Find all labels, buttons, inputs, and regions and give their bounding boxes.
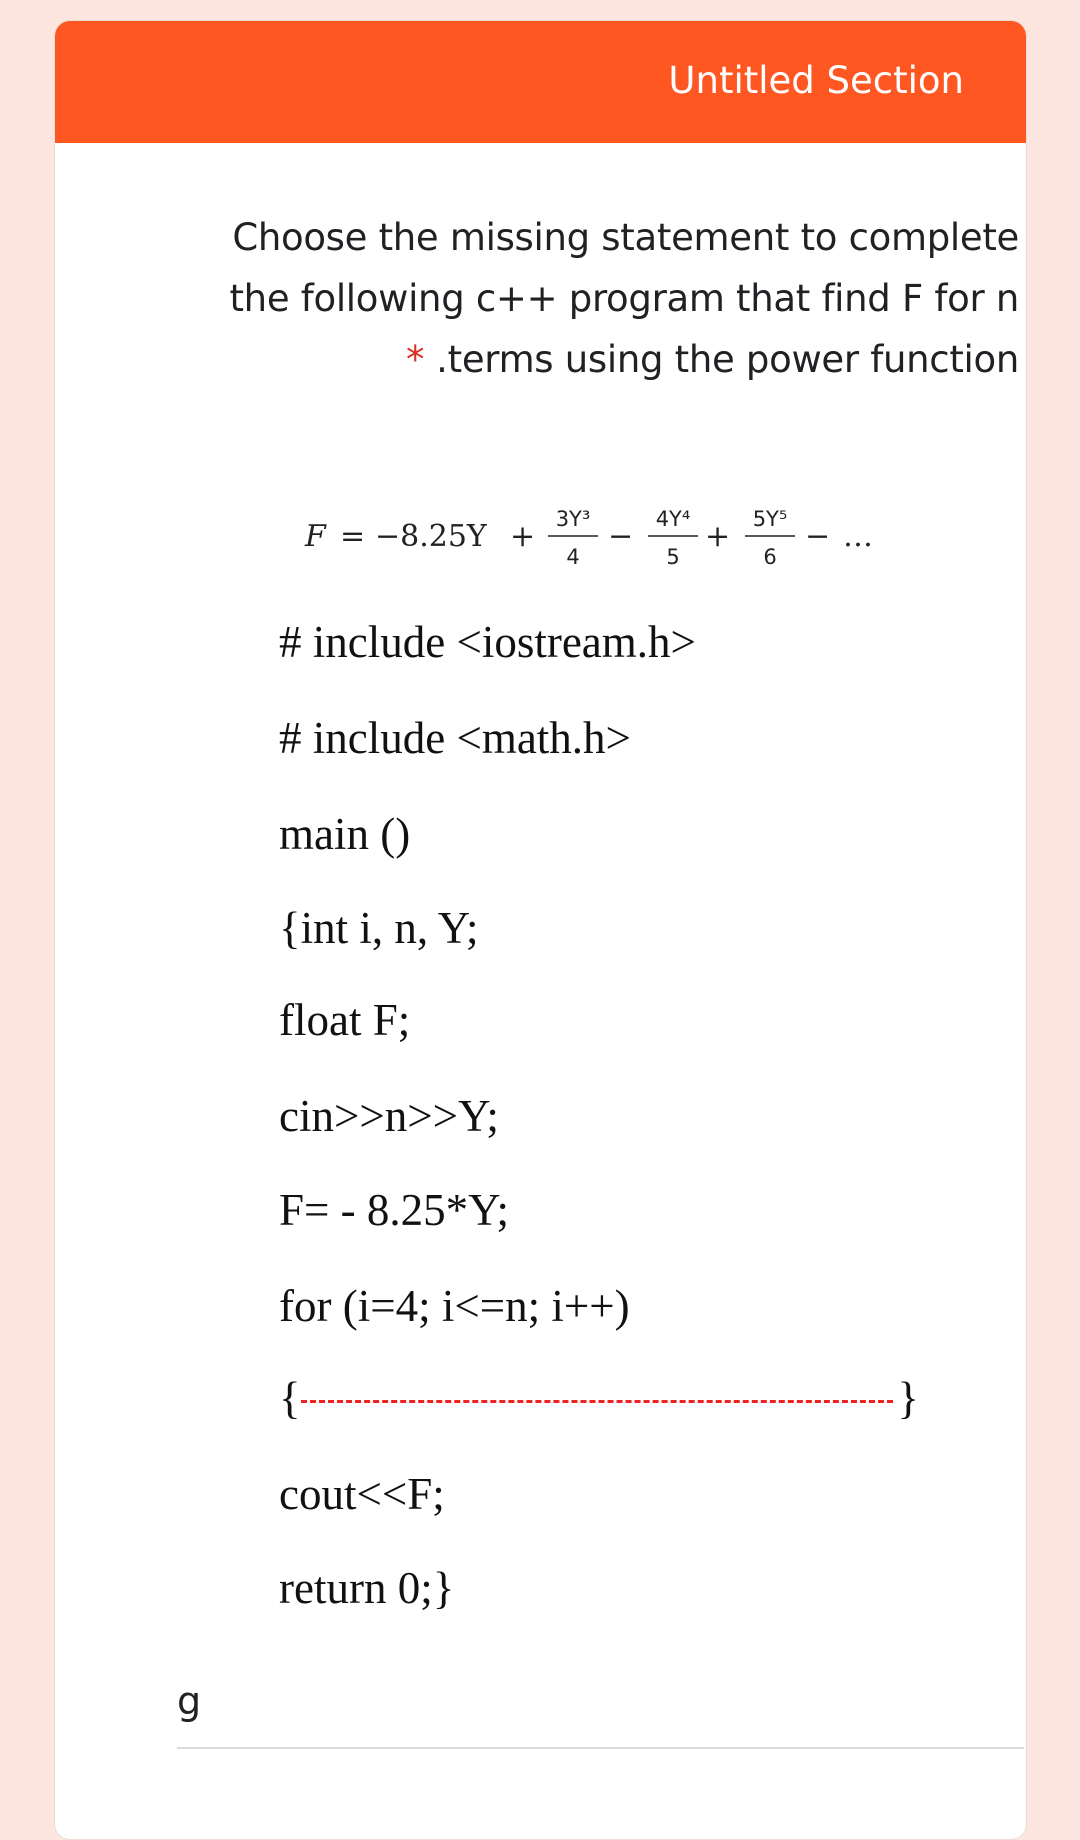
term2-denominator: 5	[666, 545, 680, 569]
code-line-4: {int i, n, Y;	[279, 903, 479, 953]
formula-lhs: F	[305, 519, 326, 554]
answer-field[interactable]	[117, 1671, 1017, 1751]
term3-denominator: 6	[763, 545, 777, 569]
formula-plus-2: +	[705, 519, 731, 554]
code-line-6: cin>>n>>Y;	[279, 1091, 499, 1141]
formula-equals: =	[340, 519, 366, 554]
code-line-7: F= - 8.25*Y;	[279, 1185, 510, 1235]
formula-minus-1: −	[608, 519, 634, 554]
formula	[295, 486, 995, 606]
question-line-3-text: .terms using the power function	[436, 338, 1019, 381]
question-line-3	[155, 329, 1019, 390]
formula-plus-1: +	[510, 519, 536, 554]
question-line-2: the following c++ program that find F for n	[229, 277, 1019, 320]
code-line-3: main ()	[279, 809, 411, 859]
term3-numerator: 5Y⁵	[752, 507, 788, 531]
question-text	[155, 207, 1019, 390]
blank-dashes	[301, 1400, 893, 1403]
blank-open-brace: {	[279, 1373, 301, 1423]
answer-underline	[177, 1747, 1024, 1749]
blank-close-brace: }	[897, 1373, 919, 1423]
term1-denominator: 4	[566, 545, 580, 569]
code-line-11: return 0;}	[279, 1563, 455, 1613]
section-header	[55, 21, 1026, 143]
question-image	[275, 486, 995, 1636]
formula-minus-2: −	[805, 519, 831, 554]
section-title: Untitled Section	[668, 59, 964, 102]
question-card	[54, 20, 1027, 1840]
formula-ellipsis: …	[843, 519, 873, 554]
answer-value[interactable]: g	[177, 1679, 202, 1723]
code-line-10: cout<<F;	[279, 1469, 445, 1519]
question-line-1: Choose the missing statement to complete	[232, 216, 1019, 259]
code-line-8: for (i=4; i<=n; i++)	[279, 1281, 630, 1331]
required-asterisk: *	[405, 338, 425, 381]
term1-numerator: 3Y³	[555, 507, 591, 531]
code-line-5: float F;	[279, 995, 411, 1045]
term2-numerator: 4Y⁴	[655, 507, 691, 531]
formula-first-term: −8.25Y	[375, 519, 487, 554]
code-line-1: # include <iostream.h>	[279, 617, 696, 667]
code-line-2: # include <math.h>	[279, 713, 631, 763]
missing-statement-blank	[279, 1372, 919, 1432]
